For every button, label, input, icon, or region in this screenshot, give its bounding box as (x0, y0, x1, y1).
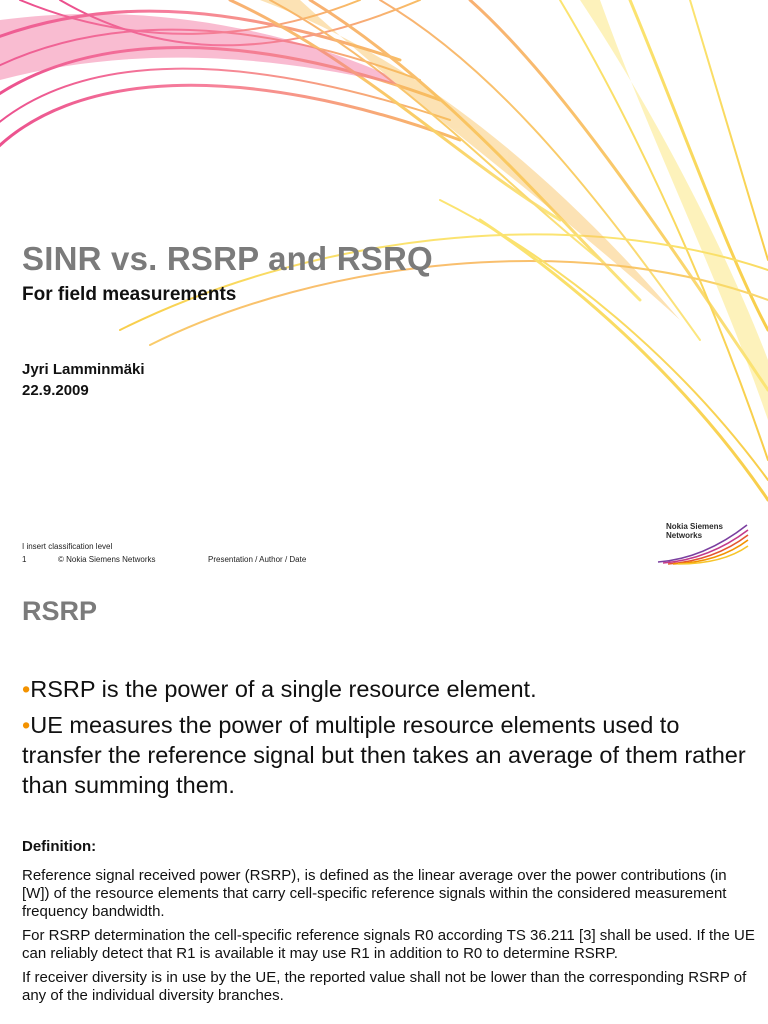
definition-heading: Definition: (22, 838, 97, 855)
bullet-item (22, 674, 762, 704)
bullet-list (22, 674, 762, 806)
page-number: 1 (22, 555, 27, 564)
page-title: SINR vs. RSRP and RSRQ (22, 240, 433, 277)
bullet-text: RSRP is the power of a single resource element. (30, 676, 537, 702)
rsrp-slide (0, 576, 768, 1024)
section-title: RSRP (22, 596, 98, 626)
bullet-marker: • (22, 712, 31, 738)
page-subtitle: For field measurements (22, 284, 237, 305)
definition-paragraph: For RSRP determination the cell-specific reference signals R0 according TS 36.211 [3] shall be used. If the UE can reliably detect that R1 is available it may use R1 in addition to R0 to determine RSRP. (22, 927, 755, 962)
definition-block (22, 838, 757, 1011)
logo-line-1: Nokia Siemens (666, 522, 723, 531)
footer-presentation-info: Presentation / Author / Date (208, 555, 307, 564)
logo-line-2: Networks (666, 531, 703, 540)
author-block (22, 359, 145, 401)
company-logo-text (666, 522, 723, 540)
copyright-text: © Nokia Siemens Networks (58, 555, 156, 564)
presentation-date: 22.9.2009 (22, 382, 89, 399)
author-name: Jyri Lamminmäki (22, 361, 145, 378)
definition-paragraph: Reference signal received power (RSRP), is defined as the linear average over the power contributions (in [W]) of the resource elements that carry cell-specific reference signals within the considered measurement frequency bandwidth. (22, 867, 727, 920)
classification-label: I insert classification level (22, 542, 113, 551)
bullet-marker: • (22, 676, 31, 702)
bullet-item (22, 710, 762, 800)
definition-paragraph: If receiver diversity is in use by the UE, the reported value shall not be lower than the corresponding RSRP of any of the individual diversity branches. (22, 969, 747, 1004)
bullet-text: UE measures the power of multiple resource elements used to transfer the reference signal but then takes an average of them rather than summing them. (22, 712, 746, 798)
